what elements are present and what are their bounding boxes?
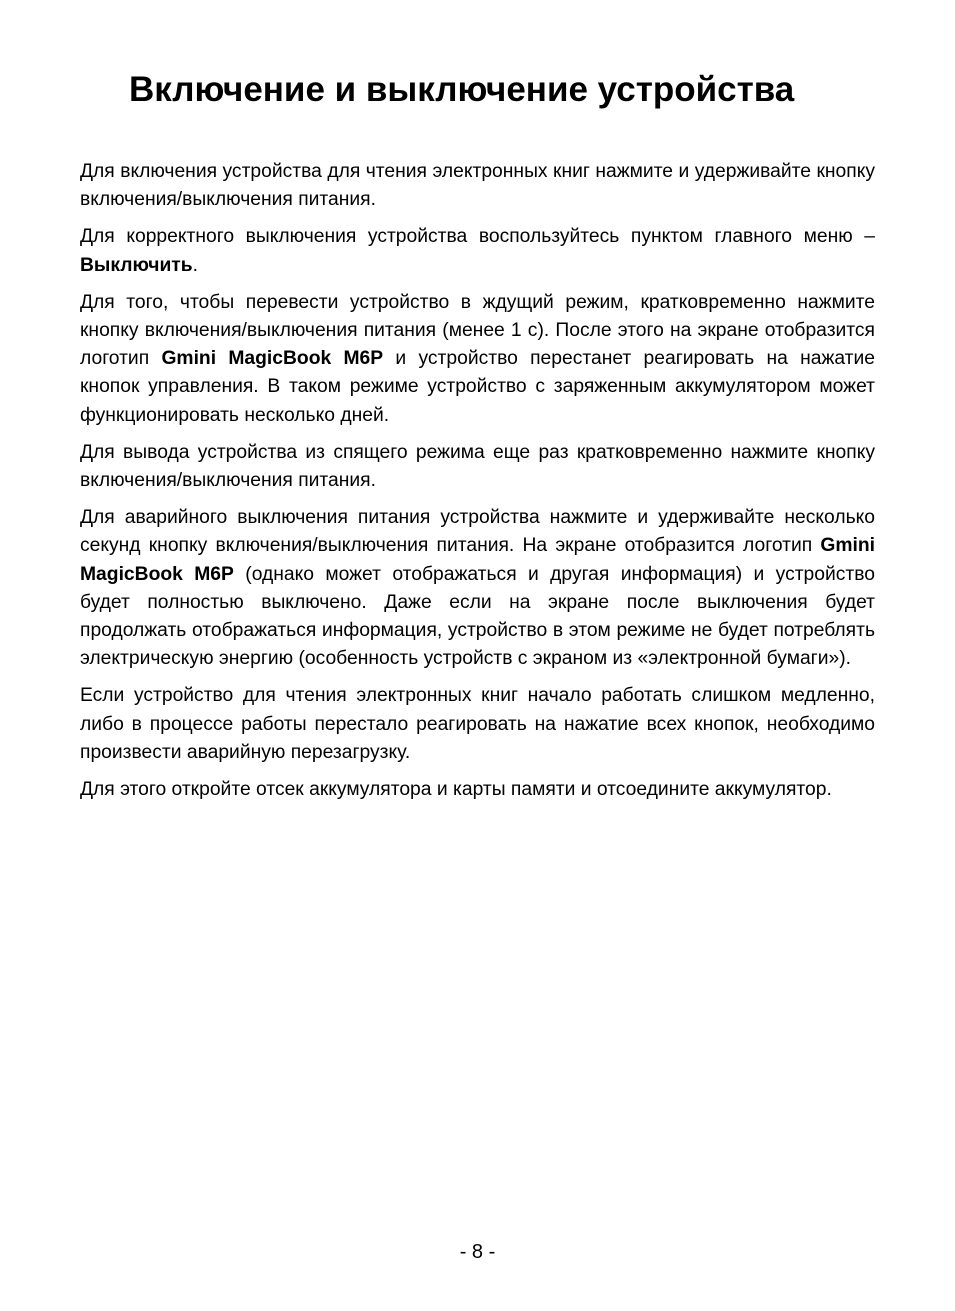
paragraph-text: Для корректного выключения устройства воспользуйтесь пунктом главного меню – [80,226,875,248]
paragraph-text: Для того, чтобы перевести устройство в ждущий режим, кратковременно нажмите кнопку включения/выключения питания (менее 1 с). После этого на экране отобразится логотип [80,291,875,370]
paragraph-text: (однако может отображаться и другая информация) и устройство будет полностью выключено. Даже если на экране после выключения будет продолжать отображаться информация, устройство в этом режиме не будет потреблять электрическую энергию (особенность устройств с экраном из «электронной бумаги»). [80,563,875,670]
menu-item-reference: Выключить [80,254,193,276]
paragraph-text: Для аварийного выключения питания устройства нажмите и удерживайте несколько секунд кнопку включения/выключения питания. На экране отобразится логотип [80,507,875,557]
paragraph-standby [80,289,875,430]
device-logo-name: Gmini MagicBook M6P [161,348,384,370]
paragraph-power-on: Для включения устройства для чтения электронных книг нажмите и удерживайте кнопку включения/выключения питания. [80,161,875,211]
paragraph-wake: Для вывода устройства из спящего режима еще раз кратковременно нажмите кнопку включения/выключения питания. [80,441,875,492]
page-title: Включение и выключение устройства [129,70,795,109]
device-logo-name: Gmini MagicBook M6P [80,535,875,585]
page-number: - 8 - [459,1241,496,1263]
paragraph-emergency-off [80,504,875,673]
paragraph-power-off [80,223,875,279]
paragraph-reboot: Если устройство для чтения электронных книг начало работать слишком медленно, либо в процессе работы перестало реагировать на нажатие всех кнопок, необходимо произвести аварийную перезагрузку. [80,685,875,763]
document-body [80,158,875,813]
paragraph-text: и устройство перестанет реагировать на нажатие кнопок управления. В таком режиме устройство с заряженным аккумулятором может функционировать несколько дней. [80,348,875,426]
paragraph-battery: Для этого откройте отсек аккумулятора и карты памяти и отсоедините аккумулятор. [80,779,832,801]
paragraph-text: . [192,254,198,276]
